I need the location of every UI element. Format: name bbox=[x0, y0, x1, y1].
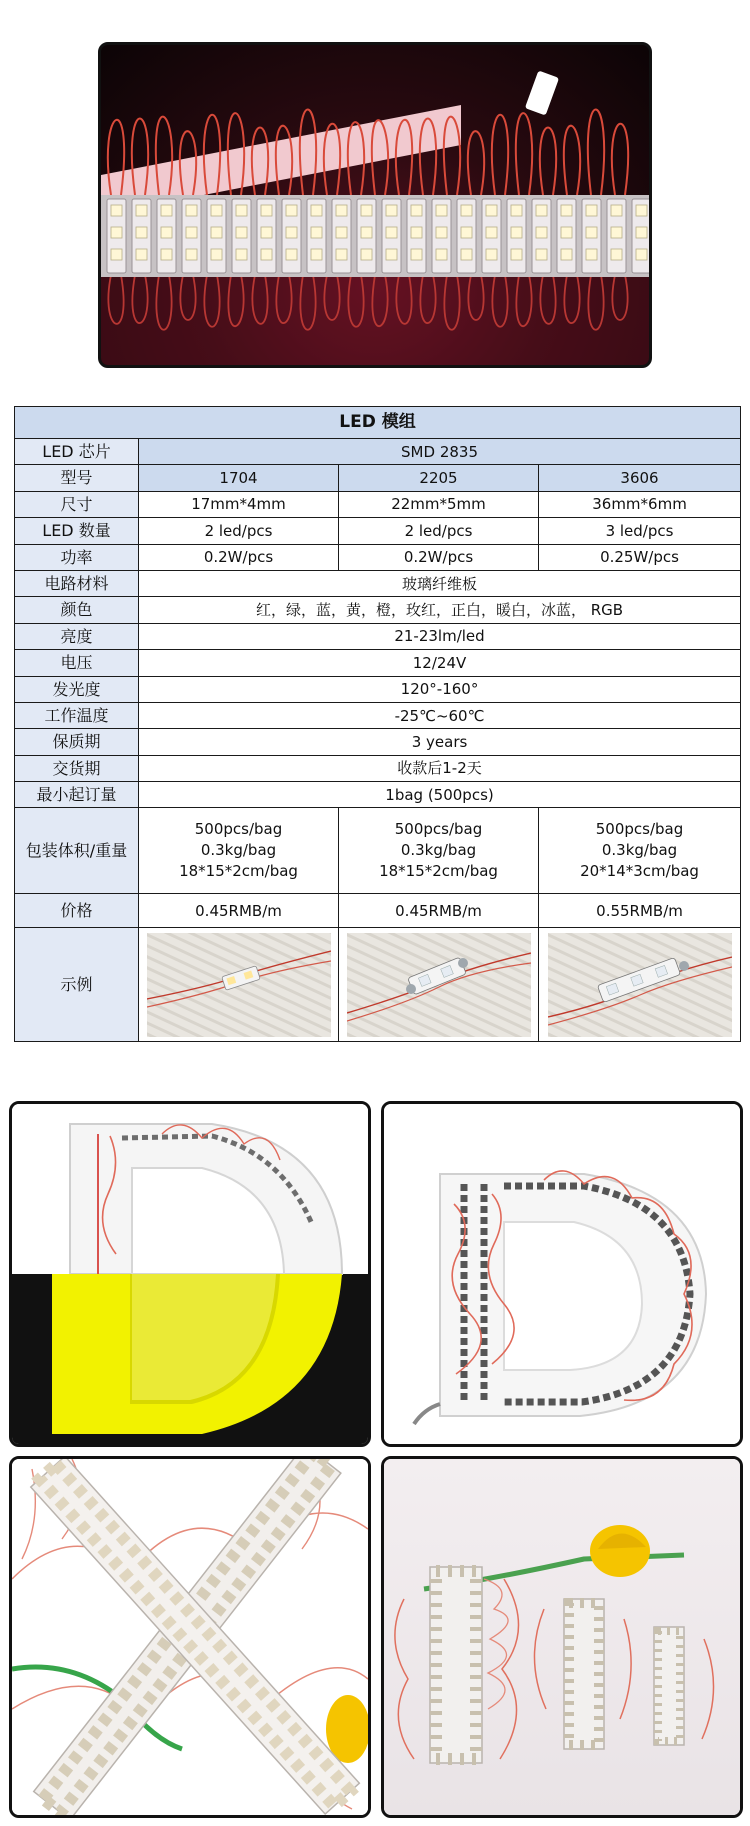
packing-volume: 18*15*2cm/bag bbox=[379, 862, 498, 881]
led-chip bbox=[411, 227, 422, 238]
led-chip bbox=[461, 227, 472, 238]
led-chip bbox=[461, 249, 472, 260]
wire-tag bbox=[525, 70, 559, 115]
led-chip bbox=[361, 227, 372, 238]
table-row bbox=[15, 597, 741, 623]
led-chip bbox=[461, 205, 472, 216]
led-chip bbox=[186, 205, 197, 216]
row-label-size: 尺寸 bbox=[15, 491, 139, 517]
moq-value: 1bag (500pcs) bbox=[139, 782, 741, 808]
led-chip bbox=[536, 205, 547, 216]
packing-cell bbox=[339, 808, 539, 894]
brightness-value: 21-23lm/led bbox=[139, 623, 741, 649]
led-chip bbox=[561, 227, 572, 238]
led-chip bbox=[186, 227, 197, 238]
packing-cell bbox=[539, 808, 741, 894]
reflection bbox=[101, 277, 649, 365]
power-cell: 0.2W/pcs bbox=[339, 544, 539, 570]
led-chip bbox=[161, 227, 172, 238]
table-row bbox=[15, 928, 741, 1042]
packing-qty: 500pcs/bag bbox=[595, 820, 684, 839]
wire-loop bbox=[492, 115, 508, 195]
led-chip bbox=[136, 205, 147, 216]
price-cell: 0.45RMB/m bbox=[139, 894, 339, 928]
packing-cell bbox=[139, 808, 339, 894]
table-row bbox=[15, 894, 741, 928]
led-chip bbox=[511, 249, 522, 260]
led-chip bbox=[136, 227, 147, 238]
voltage-value: 12/24V bbox=[139, 650, 741, 676]
led-chip bbox=[586, 227, 597, 238]
led-chip bbox=[611, 227, 622, 238]
packing-volume: 18*15*2cm/bag bbox=[179, 862, 298, 881]
photo-letter-d-lit bbox=[9, 1101, 371, 1447]
led-chip bbox=[261, 249, 272, 260]
table-row bbox=[15, 491, 741, 517]
row-label-warranty: 保质期 bbox=[15, 729, 139, 755]
size-cell: 22mm*5mm bbox=[339, 491, 539, 517]
led-chip bbox=[111, 249, 122, 260]
sample-cell bbox=[339, 928, 539, 1042]
temp-value: -25℃~60℃ bbox=[139, 702, 741, 728]
led-chip bbox=[236, 205, 247, 216]
led-chip bbox=[611, 249, 622, 260]
led-chip bbox=[486, 205, 497, 216]
led-chip bbox=[236, 227, 247, 238]
led-chip bbox=[286, 227, 297, 238]
led-chip bbox=[161, 249, 172, 260]
led-chip bbox=[436, 227, 447, 238]
power-cell: 0.2W/pcs bbox=[139, 544, 339, 570]
photo-crossed-strips bbox=[9, 1456, 371, 1818]
warranty-value: 3 years bbox=[139, 729, 741, 755]
row-label-packing: 包装体积/重量 bbox=[15, 808, 139, 894]
led-count-cell: 3 led/pcs bbox=[539, 518, 741, 544]
model-cell: 3606 bbox=[539, 465, 741, 491]
sample-image-3606 bbox=[548, 933, 732, 1037]
led-chip bbox=[111, 227, 122, 238]
led-chip bbox=[536, 249, 547, 260]
led-chip bbox=[311, 205, 322, 216]
size-cell: 36mm*6mm bbox=[539, 491, 741, 517]
row-label-power: 功率 bbox=[15, 544, 139, 570]
led-chip bbox=[586, 205, 597, 216]
row-label-angle: 发光度 bbox=[15, 676, 139, 702]
led-chip bbox=[236, 249, 247, 260]
led-chip bbox=[111, 205, 122, 216]
led-count-cell: 2 led/pcs bbox=[139, 518, 339, 544]
led-chip bbox=[186, 249, 197, 260]
wire-loop bbox=[588, 109, 604, 195]
row-label-delivery: 交货期 bbox=[15, 755, 139, 781]
wire-loop bbox=[612, 124, 628, 195]
sample-image-1704 bbox=[147, 933, 331, 1037]
packing-qty: 500pcs/bag bbox=[394, 820, 483, 839]
row-label-chip: LED 芯片 bbox=[15, 439, 139, 465]
led-chip bbox=[211, 205, 222, 216]
table-row bbox=[15, 676, 741, 702]
led-chip bbox=[211, 249, 222, 260]
led-chip bbox=[211, 227, 222, 238]
row-label-price: 价格 bbox=[15, 894, 139, 928]
led-chip bbox=[436, 205, 447, 216]
row-label-color: 颜色 bbox=[15, 597, 139, 623]
delivery-value: 收款后1-2天 bbox=[139, 755, 741, 781]
led-chip bbox=[611, 205, 622, 216]
led-chip bbox=[361, 249, 372, 260]
size-cell: 17mm*4mm bbox=[139, 491, 339, 517]
led-count-cell: 2 led/pcs bbox=[339, 518, 539, 544]
row-label-brightness: 亮度 bbox=[15, 623, 139, 649]
packing-weight: 0.3kg/bag bbox=[200, 841, 277, 860]
row-label-moq: 最小起订量 bbox=[15, 782, 139, 808]
angle-value: 120°-160° bbox=[139, 676, 741, 702]
led-chip bbox=[286, 249, 297, 260]
chip-value: SMD 2835 bbox=[139, 439, 741, 465]
led-chip bbox=[436, 249, 447, 260]
wire-loop bbox=[468, 131, 484, 195]
table-row bbox=[15, 623, 741, 649]
led-chip bbox=[311, 249, 322, 260]
led-chip bbox=[386, 205, 397, 216]
led-chip bbox=[561, 205, 572, 216]
table-row bbox=[15, 702, 741, 728]
table-row bbox=[15, 544, 741, 570]
table-row bbox=[15, 782, 741, 808]
led-chip bbox=[411, 249, 422, 260]
wire-loop bbox=[540, 128, 556, 196]
led-chip bbox=[486, 249, 497, 260]
packing-qty: 500pcs/bag bbox=[194, 820, 283, 839]
module-bundles-illustration bbox=[384, 1459, 740, 1815]
sample-cell bbox=[139, 928, 339, 1042]
led-chip bbox=[261, 205, 272, 216]
packing-volume: 20*14*3cm/bag bbox=[580, 862, 699, 881]
led-module-chain-illustration bbox=[101, 45, 649, 365]
letter-d-modules-illustration bbox=[384, 1104, 740, 1444]
price-cell: 0.45RMB/m bbox=[339, 894, 539, 928]
led-chip bbox=[486, 227, 497, 238]
led-chip bbox=[286, 205, 297, 216]
led-chip bbox=[161, 205, 172, 216]
led-chip bbox=[636, 227, 647, 238]
circuit-value: 玻璃纤维板 bbox=[139, 570, 741, 596]
price-cell: 0.55RMB/m bbox=[539, 894, 741, 928]
led-chip bbox=[636, 249, 647, 260]
row-label-voltage: 电压 bbox=[15, 650, 139, 676]
color-value: 红，绿，蓝，黄，橙，玫红，正白，暖白，冰蓝， RGB bbox=[139, 597, 741, 623]
table-row bbox=[15, 465, 741, 491]
photo-module-bundles bbox=[381, 1456, 743, 1818]
wire-loop bbox=[516, 113, 532, 195]
led-chip bbox=[336, 249, 347, 260]
table-row bbox=[15, 570, 741, 596]
row-label-led-count: LED 数量 bbox=[15, 518, 139, 544]
row-label-circuit: 电路材料 bbox=[15, 570, 139, 596]
crossed-led-strips-illustration bbox=[12, 1459, 368, 1815]
packing-weight: 0.3kg/bag bbox=[400, 841, 477, 860]
table-row bbox=[15, 650, 741, 676]
led-chip bbox=[361, 205, 372, 216]
led-chip bbox=[411, 205, 422, 216]
letter-d-glow-illustration bbox=[12, 1104, 368, 1444]
table-row bbox=[15, 439, 741, 465]
led-chip bbox=[136, 249, 147, 260]
led-chip bbox=[261, 227, 272, 238]
row-label-model: 型号 bbox=[15, 465, 139, 491]
led-chip bbox=[386, 227, 397, 238]
table-row bbox=[15, 729, 741, 755]
led-chip bbox=[536, 227, 547, 238]
led-chip bbox=[311, 227, 322, 238]
led-chip bbox=[586, 249, 597, 260]
row-label-sample: 示例 bbox=[15, 928, 139, 1042]
sample-cell bbox=[539, 928, 741, 1042]
sample-image-2205 bbox=[347, 933, 531, 1037]
led-chip bbox=[511, 227, 522, 238]
power-cell: 0.25W/pcs bbox=[539, 544, 741, 570]
led-chip bbox=[636, 205, 647, 216]
hero-led-module-photo bbox=[98, 42, 652, 368]
led-chip bbox=[511, 205, 522, 216]
led-chip bbox=[561, 249, 572, 260]
table-row bbox=[15, 755, 741, 781]
model-cell: 1704 bbox=[139, 465, 339, 491]
led-chip bbox=[336, 205, 347, 216]
row-label-temp: 工作温度 bbox=[15, 702, 139, 728]
table-row bbox=[15, 518, 741, 544]
table-title: LED 模组 bbox=[15, 407, 741, 439]
table-row bbox=[15, 808, 741, 894]
packing-weight: 0.3kg/bag bbox=[601, 841, 678, 860]
led-chip bbox=[336, 227, 347, 238]
led-chip bbox=[386, 249, 397, 260]
model-cell: 2205 bbox=[339, 465, 539, 491]
wire-loop bbox=[564, 126, 580, 195]
photo-letter-d-modules bbox=[381, 1101, 743, 1447]
spec-table bbox=[14, 406, 741, 1042]
